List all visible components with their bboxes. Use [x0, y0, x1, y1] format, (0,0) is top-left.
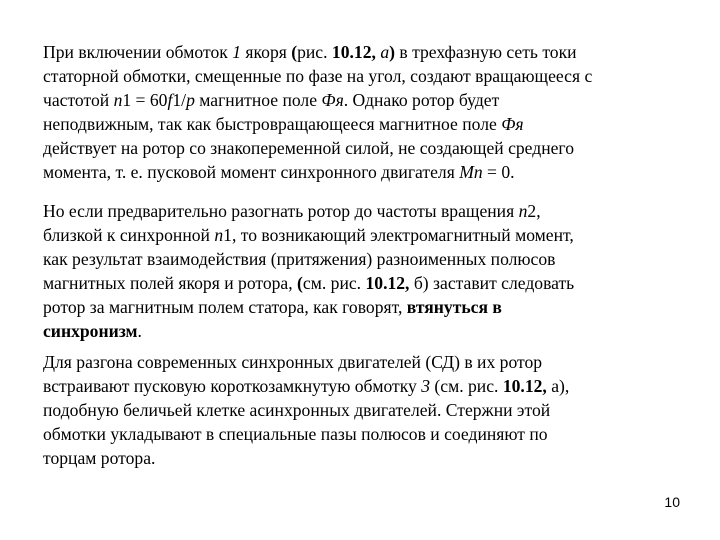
text-run: 10.12, — [365, 273, 410, 293]
text-run: n — [214, 225, 224, 245]
text-line — [43, 350, 683, 374]
text-run: (см. рис. — [430, 376, 503, 396]
text-run: магнитных полей якоря и ротора, — [43, 273, 298, 293]
text-run: торцам ротора. — [43, 448, 156, 468]
text-run: n — [113, 90, 123, 110]
text-run: см. рис. — [302, 273, 366, 293]
text-run: а), — [546, 376, 570, 396]
text-run: . — [137, 321, 142, 341]
text-run: Фя — [321, 90, 344, 110]
text-run: 1/ — [172, 90, 187, 110]
text-run: действует на ротор со знакопеременной силой, не создающей среднего — [43, 138, 574, 158]
text-run: обмотки укладывают в специальные пазы полюсов и соединяют по — [43, 424, 548, 444]
text-run: 10.12, — [502, 376, 547, 396]
text-run: статорной обмотки, смещенные по фазе на угол, создают вращающееся с — [43, 66, 593, 86]
text-run: а — [380, 42, 390, 62]
text-run: встраивают пусковую короткозамкнутую обмотку — [43, 376, 422, 396]
text-run: = 0. — [482, 162, 515, 182]
text-run: 1 — [232, 42, 241, 62]
text-run: n — [518, 201, 528, 221]
text-line — [43, 446, 683, 470]
text-run: как результат взаимодействия (притяжения) разноименных полюсов — [43, 249, 556, 269]
text-line — [43, 422, 683, 446]
text-run: ( — [297, 273, 303, 293]
text-line — [43, 40, 683, 64]
text-run: б) заставит следовать — [409, 273, 575, 293]
text-line — [43, 64, 683, 88]
text-run: 1, то возникающий электромагнитный момент, — [223, 225, 574, 245]
text-line — [43, 295, 683, 319]
text-line — [43, 160, 683, 184]
text-line — [43, 136, 683, 160]
text-run: момента, т. е. пусковой момент синхронного двигателя — [43, 162, 460, 182]
text-run: p — [186, 90, 195, 110]
text-line — [43, 374, 683, 398]
text-line — [43, 247, 683, 271]
text-run: 1 = 60 — [122, 90, 168, 110]
text-run: частотой — [43, 90, 114, 110]
text-line — [43, 271, 683, 295]
text-run: Но если предварительно разогнать ротор до частоты вращения — [43, 201, 519, 221]
text-run: . Однако ротор будет — [343, 90, 500, 110]
text-run: синхронизм — [43, 321, 138, 341]
text-run: ротор за магнитным полем статора, как говорят, — [43, 297, 407, 317]
text-run: 2, — [527, 201, 541, 221]
text-run: 3 — [421, 376, 430, 396]
text-run: якоря — [241, 42, 292, 62]
text-line — [43, 319, 683, 343]
text-run: f — [167, 90, 173, 110]
paragraph-3 — [43, 350, 683, 470]
text-line — [43, 398, 683, 422]
text-run: Мп — [459, 162, 483, 182]
text-run: ( — [291, 42, 298, 62]
text-run: втянуться в — [406, 297, 502, 317]
text-line — [43, 88, 683, 112]
paragraph-2 — [43, 199, 683, 343]
text-run: близкой к синхронной — [43, 225, 215, 245]
text-run: При включении обмоток — [43, 42, 233, 62]
text-run: Фя — [501, 114, 524, 134]
text-run: ) — [389, 42, 395, 62]
text-line — [43, 199, 683, 223]
text-run: в трехфазную сеть токи — [394, 42, 577, 62]
paragraph-1 — [43, 40, 683, 184]
text-line — [43, 112, 683, 136]
text-line — [43, 223, 683, 247]
text-run: 10.12, — [331, 42, 381, 62]
text-run: неподвижным, так как быстровращающееся магнитное поле — [43, 114, 502, 134]
text-run: подобную беличьей клетке асинхронных двигателей. Стержни этой — [43, 400, 551, 420]
text-run: магнитное поле — [194, 90, 322, 110]
page-number: 10 — [664, 494, 680, 510]
text-run: рис. — [297, 42, 332, 62]
text-run: Для разгона современных синхронных двигателей (СД) в их ротор — [43, 352, 543, 372]
